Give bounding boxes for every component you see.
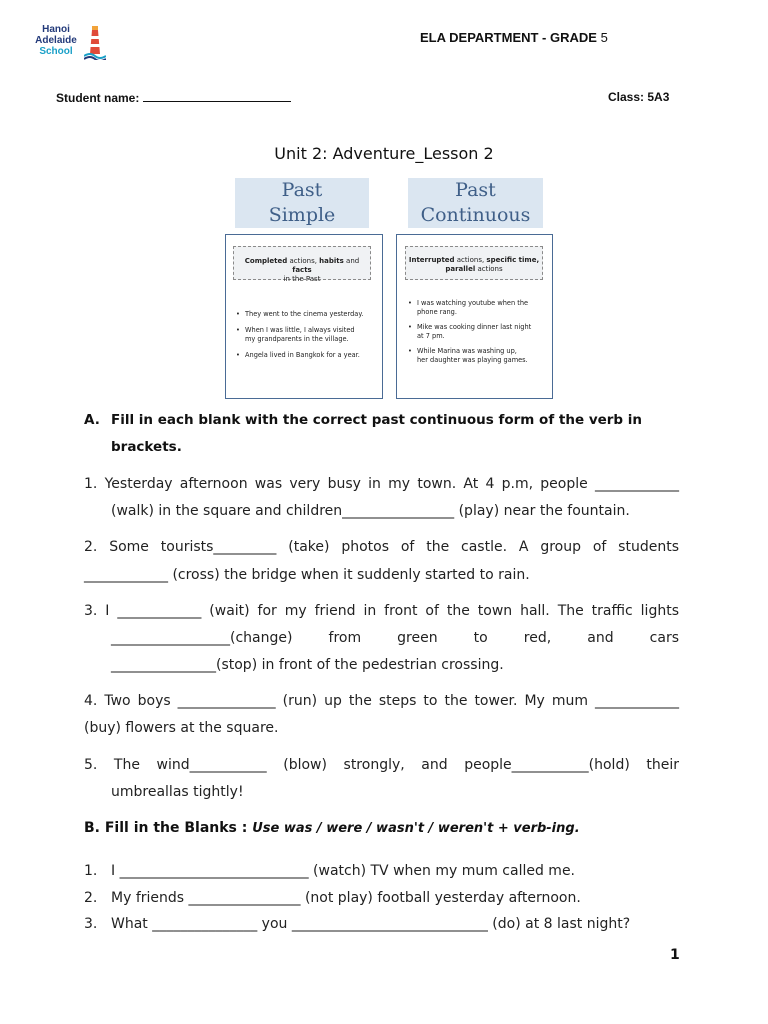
example-line: at 7 pm. (417, 332, 445, 340)
logo-line-3: School (39, 46, 73, 57)
example-line: Mike was cooking dinner last night (417, 323, 532, 331)
past-simple-heading (235, 178, 369, 228)
section-b-rule: Use was / were / wasn't / weren't + verb-ing. (252, 821, 580, 836)
past-simple-usage-box (233, 246, 371, 283)
page-title: Unit 2: Adventure_Lesson 2 (274, 144, 494, 163)
section-b-title: B. Fill in the Blanks : (84, 820, 253, 836)
list-item: What _______________ you ____________________________ (do) at 8 last night? (111, 916, 631, 932)
logo-line-1: Hanoi (42, 24, 70, 35)
student-name-blank[interactable] (143, 90, 291, 102)
list-item-number: 3. (84, 916, 98, 932)
usage-text: actions (475, 265, 503, 273)
past-continuous-heading-line1: Past (455, 179, 496, 201)
usage-keyword: Completed (244, 257, 288, 265)
lighthouse-icon (84, 24, 106, 60)
exercise-line: _________________(change) from green to red, and cars (111, 630, 679, 646)
example-line: phone rang. (417, 308, 457, 316)
past-continuous-heading (408, 178, 543, 228)
example-line: her daughter was playing games. (417, 356, 528, 364)
school-logo (30, 24, 104, 66)
exercise-line: 2. Some tourists_________ (take) photos of the castle. A group of students (84, 539, 679, 555)
section-b-heading (84, 820, 580, 836)
example-line: I was watching youtube when the (417, 299, 529, 307)
list-item: • Mike was cooking dinner last night at 7 pm. (408, 323, 550, 341)
page-number: 1 (670, 947, 680, 963)
example-line: While Marina was washing up, (417, 347, 517, 355)
usage-text: actions, (287, 257, 320, 265)
usage-keyword: habits (319, 257, 344, 265)
past-continuous-examples (408, 299, 550, 365)
exercise-line: 4. Two boys ______________ (run) up the steps to the tower. My mum ____________ (84, 693, 679, 709)
exercise-line: (walk) in the square and children________________ (play) near the fountain. (111, 503, 630, 519)
example-line: When I was little, I always visited (245, 326, 355, 334)
past-simple-heading-line1: Past (281, 179, 323, 201)
list-item-number: 1. (84, 863, 98, 879)
list-item: • Angela lived in Bangkok for a year. (236, 351, 376, 360)
student-name-label: Student name: (56, 91, 140, 105)
grade-number: 5 (600, 30, 608, 45)
list-item: • They went to the cinema yesterday. (236, 310, 376, 319)
department-header (420, 30, 608, 45)
usage-text: and (343, 257, 360, 265)
list-item: My friends ________________ (not play) football yesterday afternoon. (111, 890, 581, 906)
exercise-line: umbreallas tightly! (111, 784, 244, 800)
usage-text: actions, (454, 256, 487, 264)
exercise-line: 1. Yesterday afternoon was very busy in my town. At 4 p.m, people ____________ (84, 476, 679, 492)
past-continuous-heading-line2: Continuous (420, 204, 531, 226)
example-line: my grandparents in the village. (245, 335, 349, 343)
list-item: • While Marina was washing up, her daughter was playing games. (408, 347, 550, 365)
section-a-instruction: brackets. (111, 439, 182, 455)
usage-keyword: facts (292, 266, 312, 274)
logo-line-2: Adelaide (35, 35, 77, 46)
logo-text (30, 24, 82, 57)
past-simple-examples (236, 310, 376, 360)
exercise-line: 5. The wind___________ (blow) strongly, and people___________(hold) their (84, 757, 679, 773)
exercise-line: ____________ (cross) the bridge when it suddenly started to rain. (84, 567, 530, 583)
usage-text: in the Past (283, 275, 321, 283)
usage-keyword: Interrupted (408, 256, 455, 264)
department-label: ELA DEPARTMENT - GRADE (420, 30, 601, 45)
exercise-line: 3. I ____________ (wait) for my friend in front of the town hall. The traffic lights (84, 603, 679, 619)
example-line: Angela lived in Bangkok for a year. (245, 351, 360, 359)
exercise-line: _______________(stop) in front of the pedestrian crossing. (111, 657, 504, 673)
list-item-number: 2. (84, 890, 98, 906)
list-item: • When I was little, I always visited my grandparents in the village. (236, 326, 376, 344)
section-a-letter: A. (84, 412, 100, 428)
usage-keyword: specific time, (486, 256, 540, 264)
list-item: • I was watching youtube when the phone rang. (408, 299, 550, 317)
example-line: They went to the cinema yesterday. (245, 310, 364, 318)
past-continuous-usage-box (405, 246, 543, 280)
usage-keyword: parallel (445, 265, 476, 273)
list-item: I ___________________________ (watch) TV when my mum called me. (111, 863, 576, 879)
section-a-instruction: Fill in each blank with the correct past continuous form of the verb in (111, 412, 643, 428)
student-name-field (56, 90, 291, 105)
exercise-line: (buy) flowers at the square. (84, 720, 279, 736)
past-simple-heading-line2: Simple (268, 204, 336, 226)
class-label: Class: 5A3 (608, 90, 670, 104)
